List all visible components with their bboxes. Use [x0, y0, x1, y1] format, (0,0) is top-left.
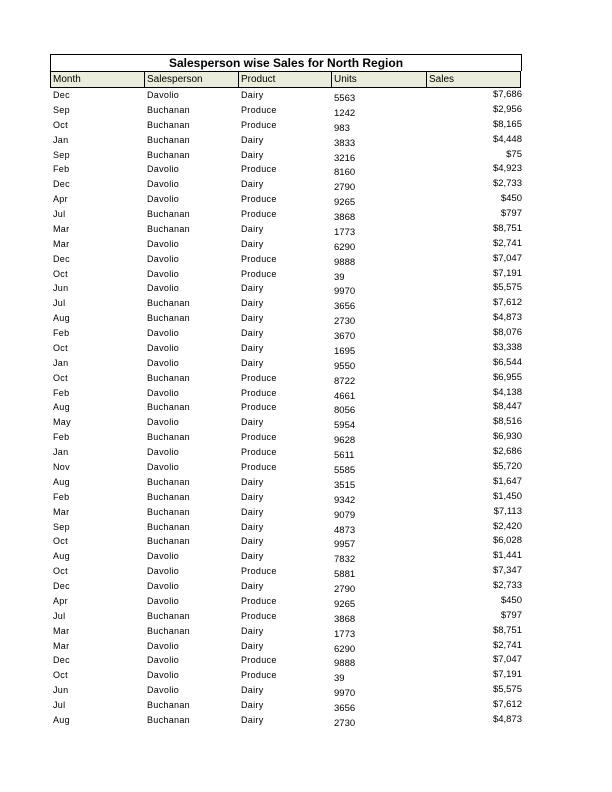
salesperson-cell: Buchanan — [147, 402, 190, 413]
month-cell: Oct — [53, 566, 68, 577]
table-row — [50, 89, 522, 104]
salesperson-cell: Davolio — [147, 685, 180, 696]
sales-cell: $8,516 — [492, 416, 522, 428]
product-cell: Produce — [241, 104, 277, 115]
units-cell: 5954 — [334, 420, 356, 432]
salesperson-cell: Davolio — [147, 387, 180, 398]
column-header-month: Month — [50, 71, 145, 88]
month-cell: Jan — [53, 357, 69, 368]
table-row — [50, 416, 522, 431]
month-cell: Jul — [53, 298, 66, 309]
table-row — [50, 282, 522, 297]
product-cell: Dairy — [241, 417, 264, 428]
units-cell: 1695 — [334, 345, 356, 357]
product-cell: Produce — [241, 432, 277, 443]
units-cell: 8160 — [334, 167, 356, 179]
table-row — [50, 580, 522, 595]
month-cell: Sep — [53, 104, 70, 115]
table-row — [50, 387, 522, 402]
product-cell: Dairy — [241, 521, 264, 532]
product-cell: Produce — [241, 119, 277, 130]
sales-cell: $2,741 — [492, 237, 522, 249]
product-cell: Dairy — [241, 238, 264, 249]
units-cell: 9970 — [334, 688, 356, 700]
table-row — [50, 149, 522, 164]
table-row — [50, 238, 522, 253]
product-cell: Produce — [241, 655, 277, 666]
salesperson-cell: Davolio — [147, 90, 180, 100]
salesperson-cell: Davolio — [147, 566, 180, 577]
product-cell: Dairy — [241, 625, 264, 636]
sales-cell: $2,420 — [492, 520, 522, 532]
table-row — [50, 178, 522, 193]
salesperson-cell: Buchanan — [147, 313, 190, 324]
sales-cell: $1,441 — [492, 550, 522, 562]
product-cell: Dairy — [241, 342, 264, 353]
units-cell: 6290 — [334, 241, 356, 253]
table-row — [50, 699, 522, 714]
units-cell: 9079 — [334, 509, 356, 521]
table-row — [50, 550, 522, 565]
table-row — [50, 119, 522, 134]
sales-cell: $7,686 — [492, 89, 522, 100]
sales-cell: $7,047 — [492, 252, 522, 264]
month-cell: Jul — [53, 610, 66, 621]
column-header-sales: Sales — [426, 71, 521, 88]
sales-cell: $797 — [500, 609, 522, 621]
product-cell: Dairy — [241, 551, 264, 562]
salesperson-cell: Davolio — [147, 551, 180, 562]
sales-cell: $5,575 — [492, 684, 522, 696]
units-cell: 8722 — [334, 375, 356, 387]
sales-cell: $8,751 — [492, 222, 522, 234]
sales-cell: $75 — [506, 148, 522, 160]
sales-cell: $8,165 — [492, 118, 522, 130]
sales-cell: $2,733 — [492, 178, 522, 190]
month-cell: Mar — [53, 506, 70, 517]
table-row — [50, 431, 522, 446]
product-cell: Produce — [241, 447, 277, 458]
sales-cell: $2,741 — [492, 639, 522, 651]
column-header-units: Units — [331, 71, 427, 88]
month-cell: Feb — [53, 491, 70, 502]
sales-cell: $7,612 — [492, 699, 522, 711]
month-cell: Aug — [53, 551, 70, 562]
salesperson-cell: Davolio — [147, 179, 180, 190]
sales-cell: $4,138 — [492, 386, 522, 398]
product-cell: Produce — [241, 372, 277, 383]
units-cell: 9628 — [334, 435, 356, 447]
table-row — [50, 193, 522, 208]
report-title: Salesperson wise Sales for North Region — [50, 54, 522, 71]
column-header-salesperson: Salesperson — [144, 71, 239, 88]
month-cell: Jun — [53, 283, 69, 294]
table-row — [50, 134, 522, 149]
month-cell: Aug — [53, 402, 70, 413]
salesperson-cell: Buchanan — [147, 119, 190, 130]
month-cell: Feb — [53, 432, 70, 443]
salesperson-cell: Buchanan — [147, 521, 190, 532]
salesperson-cell: Davolio — [147, 328, 180, 339]
units-cell: 2790 — [334, 584, 356, 596]
month-cell: Nov — [53, 462, 70, 472]
product-cell: Produce — [241, 268, 277, 279]
table-header — [50, 71, 522, 88]
table-row — [50, 491, 522, 506]
units-cell: 39 — [334, 673, 345, 685]
salesperson-cell: Buchanan — [147, 491, 190, 502]
sales-cell: $6,955 — [492, 371, 522, 383]
month-cell: Aug — [53, 714, 70, 725]
month-cell: Oct — [53, 372, 68, 383]
units-cell: 2790 — [334, 182, 356, 194]
product-cell: Produce — [241, 253, 277, 264]
units-cell: 4661 — [334, 390, 356, 402]
month-cell: Jul — [53, 700, 66, 711]
product-cell: Produce — [241, 610, 277, 621]
month-cell: Jun — [53, 685, 69, 696]
units-cell: 5881 — [334, 569, 356, 581]
units-cell: 3670 — [334, 331, 356, 343]
salesperson-cell: Buchanan — [147, 209, 190, 220]
units-cell: 5585 — [334, 465, 356, 476]
product-cell: Dairy — [241, 134, 264, 145]
product-cell: Dairy — [241, 476, 264, 487]
month-cell: Oct — [53, 268, 68, 279]
product-cell: Dairy — [241, 581, 264, 592]
month-cell: Apr — [53, 194, 68, 205]
table-row — [50, 446, 522, 461]
month-cell: Apr — [53, 595, 68, 606]
units-cell: 3833 — [334, 137, 356, 149]
sales-cell: $6,028 — [492, 535, 522, 547]
month-cell: Oct — [53, 670, 68, 681]
product-cell: Dairy — [241, 283, 264, 294]
salesperson-cell: Davolio — [147, 640, 180, 651]
table-row — [50, 253, 522, 268]
sales-cell: $3,338 — [492, 341, 522, 353]
salesperson-cell: Davolio — [147, 595, 180, 606]
units-cell: 7832 — [334, 554, 356, 566]
table-row — [50, 610, 522, 625]
sales-cell: $8,076 — [492, 327, 522, 339]
month-cell: Dec — [53, 655, 70, 666]
product-cell: Produce — [241, 402, 277, 413]
units-cell: 8056 — [334, 405, 356, 417]
units-cell: 3216 — [334, 152, 356, 164]
month-cell: Oct — [53, 342, 68, 353]
units-cell: 2730 — [334, 717, 356, 729]
table-row — [50, 476, 522, 491]
sales-cell: $7,047 — [492, 654, 522, 666]
product-cell: Produce — [241, 209, 277, 220]
units-cell: 1773 — [334, 226, 356, 238]
salesperson-cell: Davolio — [147, 342, 180, 353]
salesperson-cell: Buchanan — [147, 476, 190, 487]
sales-cell: $7,113 — [493, 505, 522, 517]
month-cell: Mar — [53, 640, 70, 651]
month-cell: Dec — [53, 179, 70, 190]
salesperson-cell: Davolio — [147, 194, 180, 205]
month-cell: Dec — [53, 253, 70, 264]
salesperson-cell: Buchanan — [147, 149, 190, 160]
salesperson-cell: Buchanan — [147, 536, 190, 547]
product-cell: Dairy — [241, 536, 264, 547]
units-cell: 3656 — [334, 301, 356, 313]
table-row — [50, 521, 522, 536]
salesperson-cell: Davolio — [147, 238, 180, 249]
column-header-product: Product — [238, 71, 332, 88]
units-cell: 3515 — [334, 479, 356, 491]
sales-cell: $7,612 — [492, 297, 522, 309]
product-cell: Dairy — [241, 685, 264, 696]
product-cell: Dairy — [241, 506, 264, 517]
table-row — [50, 461, 522, 476]
month-cell: Mar — [53, 223, 70, 234]
sales-cell: $450 — [500, 594, 522, 606]
units-cell: 9550 — [334, 360, 356, 372]
units-cell: 9888 — [334, 256, 356, 268]
table-row — [50, 595, 522, 610]
month-cell: May — [53, 417, 71, 428]
sales-cell: $7,191 — [492, 669, 522, 681]
month-cell: Oct — [53, 536, 68, 547]
salesperson-cell: Davolio — [147, 268, 180, 279]
units-cell: 5563 — [334, 93, 356, 104]
product-cell: Dairy — [241, 90, 264, 100]
table-row — [50, 104, 522, 119]
product-cell: Dairy — [241, 714, 264, 725]
salesperson-cell: Davolio — [147, 462, 180, 472]
sales-cell: $4,923 — [492, 163, 522, 175]
sales-cell: $7,191 — [492, 267, 522, 279]
units-cell: 9265 — [334, 197, 356, 209]
product-cell: Produce — [241, 164, 277, 175]
table-row — [50, 506, 522, 521]
month-cell: Jan — [53, 134, 69, 145]
product-cell: Produce — [241, 595, 277, 606]
product-cell: Dairy — [241, 298, 264, 309]
units-cell: 5611 — [334, 450, 355, 462]
units-cell: 9342 — [334, 494, 356, 506]
table-row — [50, 342, 522, 357]
table-row — [50, 312, 522, 327]
month-cell: Jan — [53, 447, 69, 458]
salesperson-cell: Buchanan — [147, 223, 190, 234]
month-cell: Sep — [53, 521, 70, 532]
salesperson-cell: Davolio — [147, 283, 180, 294]
table-row — [50, 357, 522, 372]
units-cell: 9957 — [334, 539, 356, 551]
month-cell: Jul — [53, 209, 66, 220]
salesperson-cell: Davolio — [147, 655, 180, 666]
table-row — [50, 163, 522, 178]
units-cell: 2730 — [334, 316, 356, 328]
table-row — [50, 714, 522, 729]
salesperson-cell: Buchanan — [147, 610, 190, 621]
sales-cell: $8,751 — [492, 624, 522, 636]
salesperson-cell: Buchanan — [147, 104, 190, 115]
salesperson-cell: Davolio — [147, 357, 180, 368]
units-cell: 1773 — [334, 628, 356, 640]
units-cell: 9265 — [334, 598, 356, 610]
salesperson-cell: Buchanan — [147, 134, 190, 145]
units-cell: 3868 — [334, 212, 356, 224]
sales-cell: $797 — [500, 208, 522, 220]
table-row — [50, 401, 522, 416]
units-cell: 9970 — [334, 286, 356, 298]
units-cell: 983 — [334, 122, 350, 134]
product-cell: Produce — [241, 387, 277, 398]
salesperson-cell: Buchanan — [147, 506, 190, 517]
month-cell: Feb — [53, 164, 70, 175]
sales-cell: $5,720 — [492, 461, 522, 472]
salesperson-cell: Davolio — [147, 670, 180, 681]
sales-cell: $2,956 — [492, 103, 522, 115]
month-cell: Dec — [53, 581, 70, 592]
table-row — [50, 640, 522, 655]
table-row — [50, 625, 522, 640]
month-cell: Dec — [53, 90, 70, 100]
product-cell: Produce — [241, 670, 277, 681]
product-cell: Dairy — [241, 357, 264, 368]
month-cell: Aug — [53, 313, 70, 324]
month-cell: Feb — [53, 387, 70, 398]
sales-cell: $2,733 — [492, 580, 522, 592]
table-row — [50, 654, 522, 669]
table-row — [50, 327, 522, 342]
month-cell: Feb — [53, 328, 70, 339]
units-cell: 39 — [334, 271, 345, 283]
sales-cell: $4,873 — [492, 713, 522, 725]
salesperson-cell: Davolio — [147, 581, 180, 592]
units-cell: 6290 — [334, 643, 356, 655]
product-cell: Produce — [241, 194, 277, 205]
month-cell: Mar — [53, 625, 70, 636]
units-cell: 1242 — [334, 107, 356, 119]
sales-cell: $1,647 — [492, 475, 522, 487]
sales-cell: $4,448 — [492, 133, 522, 145]
product-cell: Dairy — [241, 328, 264, 339]
sales-cell: $450 — [500, 193, 522, 205]
table-row — [50, 535, 522, 550]
salesperson-cell: Davolio — [147, 447, 180, 458]
salesperson-cell: Davolio — [147, 253, 180, 264]
sales-cell: $7,347 — [492, 565, 522, 577]
sales-cell: $6,930 — [492, 431, 522, 443]
units-cell: 3656 — [334, 703, 356, 715]
month-cell: Mar — [53, 238, 70, 249]
sales-cell: $4,873 — [492, 312, 522, 324]
product-cell: Dairy — [241, 179, 264, 190]
sales-cell: $1,450 — [492, 490, 522, 502]
salesperson-cell: Buchanan — [147, 625, 190, 636]
product-cell: Dairy — [241, 491, 264, 502]
table-row — [50, 372, 522, 387]
salesperson-cell: Davolio — [147, 164, 180, 175]
table-row — [50, 565, 522, 580]
units-cell: 3868 — [334, 613, 356, 625]
product-cell: Produce — [241, 462, 277, 472]
salesperson-cell: Buchanan — [147, 432, 190, 443]
product-cell: Dairy — [241, 313, 264, 324]
product-cell: Dairy — [241, 223, 264, 234]
product-cell: Dairy — [241, 640, 264, 651]
sales-cell: $8,447 — [492, 401, 522, 413]
month-cell: Oct — [53, 119, 68, 130]
salesperson-cell: Buchanan — [147, 298, 190, 309]
sales-cell: $5,575 — [492, 282, 522, 294]
units-cell: 4873 — [334, 524, 356, 536]
table-row — [50, 297, 522, 312]
sales-cell: $6,544 — [492, 356, 522, 368]
table-row — [50, 223, 522, 238]
table-row — [50, 684, 522, 699]
month-cell: Sep — [53, 149, 70, 160]
table-row — [50, 268, 522, 283]
units-cell: 9888 — [334, 658, 356, 670]
salesperson-cell: Buchanan — [147, 700, 190, 711]
salesperson-cell: Buchanan — [147, 714, 190, 725]
product-cell: Dairy — [241, 149, 264, 160]
salesperson-cell: Davolio — [147, 417, 180, 428]
product-cell: Produce — [241, 566, 277, 577]
salesperson-cell: Buchanan — [147, 372, 190, 383]
table-row — [50, 669, 522, 684]
product-cell: Dairy — [241, 700, 264, 711]
table-row — [50, 208, 522, 223]
sales-cell: $2,686 — [492, 446, 522, 458]
month-cell: Aug — [53, 476, 70, 487]
